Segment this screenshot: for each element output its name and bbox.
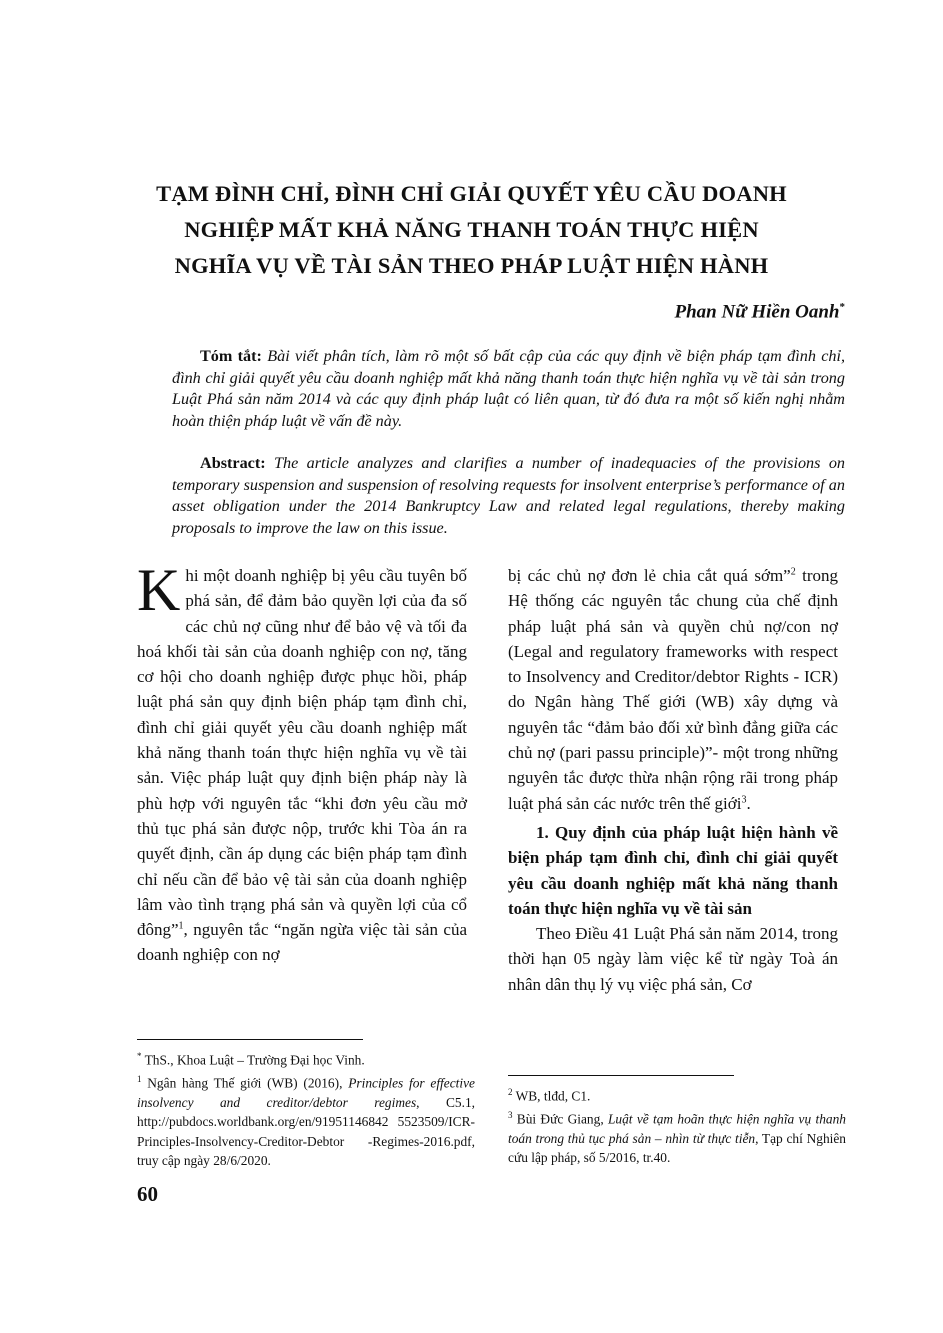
footnote-ref: 1 — [178, 920, 184, 932]
summary-label: Tóm tắt: — [200, 347, 262, 365]
footnote-text: ThS., Khoa Luật – Trường Đại học Vinh. — [144, 1052, 365, 1068]
title-line: NGHIỆP MẤT KHẢ NĂNG THANH TOÁN THỰC HIỆN — [184, 217, 759, 242]
continued-text: bị các chủ nợ đơn lẻ chia cắt quá sớm” — [508, 566, 791, 585]
right-column — [508, 563, 838, 997]
article-title — [110, 176, 833, 284]
page-number: 60 — [137, 1182, 158, 1206]
intro-text: hi một doanh nghiệp bị yêu cầu tuyên bố phá sản, để đảm bảo quyền lợi của đa số các chủ nợ cũng như để bảo vệ và tối đa hoá khối tài sản của doanh nghiệp con nợ, tăng cơ hội cho doanh nghiệp được phục hồi, pháp luật phá sản quy định biện pháp tạm đình chỉ, đình chỉ giải quyết yêu cầu doanh nghiệp mất khả năng thanh toán thực hiện nghĩa vụ về tài sản. Việc pháp luật quy định biện pháp này là phù hợp với nguyên tắc “khi đơn yêu cầu mở thủ tục phá sản được nộp, trước khi Tòa án ra quyết định, cần áp dụng các biện pháp tạm đình chỉ nếu cần để bảo vệ tài sản của doanh nghiệp lâm vào tình trạng phá sản và quyền lợi của cổ đông” — [137, 566, 467, 940]
footnote-ref: 2 — [790, 566, 796, 578]
continued-text-2: trong Hệ thống các nguyên tắc chung của chế định pháp luật phá sản và quyền chủ nợ/con nợ (Legal and regulatory frameworks with respect to Insolvency and Creditor/debtor Rights - ICR) do Ngân hàng Thế giới (WB) xây dựng và nguyên tắc “đảm bảo đối xử bình đẳng giữa các chủ nợ (pari passu principle)”- một trong những nguyên tắc được thừa nhận rộng rãi trong pháp luật phá sản các nước trên thế giới — [508, 566, 838, 813]
footnote-mark: 3 — [508, 1109, 513, 1120]
footnote-title: Luật về tạm hoãn thực hiện nghĩa vụ thanh toán trong thủ tục phá sản – nhìn từ thực tiễn — [508, 1111, 846, 1146]
abstract-en — [172, 453, 845, 539]
footnote-mark: * — [137, 1051, 142, 1061]
left-column — [137, 557, 467, 968]
footnote-text: Ngân hàng Thế giới (WB) (2016), — [147, 1075, 349, 1091]
abstract-text: The article analyzes and clarifies a number of inadequacies of the provisions on temporary suspension and suspension of resolving requests for insolvent enterprise’s performance of an asset obligation under the 2014 Bankruptcy Law and related legal regulations, thereby making proposals to improve the law on this issue. — [172, 454, 846, 537]
author-name — [674, 301, 845, 323]
footnotes-left — [137, 1047, 475, 1171]
footnote-ref: 3 — [741, 794, 747, 806]
drop-cap: K — [137, 557, 181, 623]
footnote-1 — [137, 1070, 475, 1171]
footnote-mark: 1 — [137, 1073, 142, 1084]
summary-text: Bài viết phân tích, làm rõ một số bất cập của các quy định về biện pháp tạm đình chỉ, đình chỉ giải quyết yêu cầu doanh nghiệp mất khả năng thanh toán thực hiện nghĩa vụ về tài sản trong Luật Phá sản năm 2014 và các quy định pháp luật có liên quan, từ đó đưa ra một số kiến nghị nhằm hoàn thiện pháp luật về vấn đề này. — [172, 347, 846, 430]
footnote-divider — [508, 1075, 734, 1076]
body-paragraph: Theo Điều 41 Luật Phá sản năm 2014, trong thời hạn 05 ngày làm việc kể từ ngày Toà án nhân dân thụ lý vụ việc phá sản, Cơ — [508, 924, 838, 994]
author-footnote-mark: * — [839, 301, 845, 313]
footnote-text: Bùi Đức Giang, — [516, 1111, 608, 1127]
abstract-label: Abstract: — [200, 454, 266, 472]
title-line: NGHĨA VỤ VỀ TÀI SẢN THEO PHÁP LUẬT HIỆN HÀNH — [174, 253, 769, 278]
footnote-text: WB, tlđd, C1. — [515, 1088, 591, 1104]
continued-end: . — [746, 793, 751, 813]
author-text: Phan Nữ Hiền Oanh — [674, 301, 840, 323]
footnotes-right — [508, 1083, 846, 1168]
footnote-text-cont: , C5.1, http://pubdocs.worldbank.org/en/91951146842 5523509/ICR-Principles-Insolvency-Creditor-Debtor -Regimes-2016.pdf, truy cập ngày 28/6/2020. — [137, 1094, 475, 1169]
continued-paragraph — [508, 563, 838, 816]
summary-vi — [172, 346, 845, 432]
footnote-title: Principles for effective insolvency and creditor/debtor regimes — [137, 1075, 475, 1110]
footnote-star — [137, 1047, 475, 1070]
intro-text-cont: , nguyên tắc “ngăn ngừa việc tài sản của doanh nghiệp con nợ — [137, 920, 467, 965]
footnote-2 — [508, 1083, 846, 1106]
section-heading: 1. Quy định của pháp luật hiện hành về biện pháp tạm đình chỉ, đình chỉ giải quyết yêu cầu doanh nghiệp mất khả năng thanh toán thực hiện nghĩa vụ về tài sản — [508, 822, 838, 918]
footnote-mark: 2 — [508, 1087, 513, 1097]
footnote-text-cont: , Tạp chí Nghiên cứu lập pháp, số 5/2016, tr.40. — [508, 1130, 846, 1166]
title-line: TẠM ĐÌNH CHỈ, ĐÌNH CHỈ GIẢI QUYẾT YÊU CẦU DOANH — [156, 181, 787, 206]
intro-paragraph — [137, 557, 467, 968]
footnote-divider — [137, 1039, 363, 1040]
footnote-3 — [508, 1106, 846, 1168]
